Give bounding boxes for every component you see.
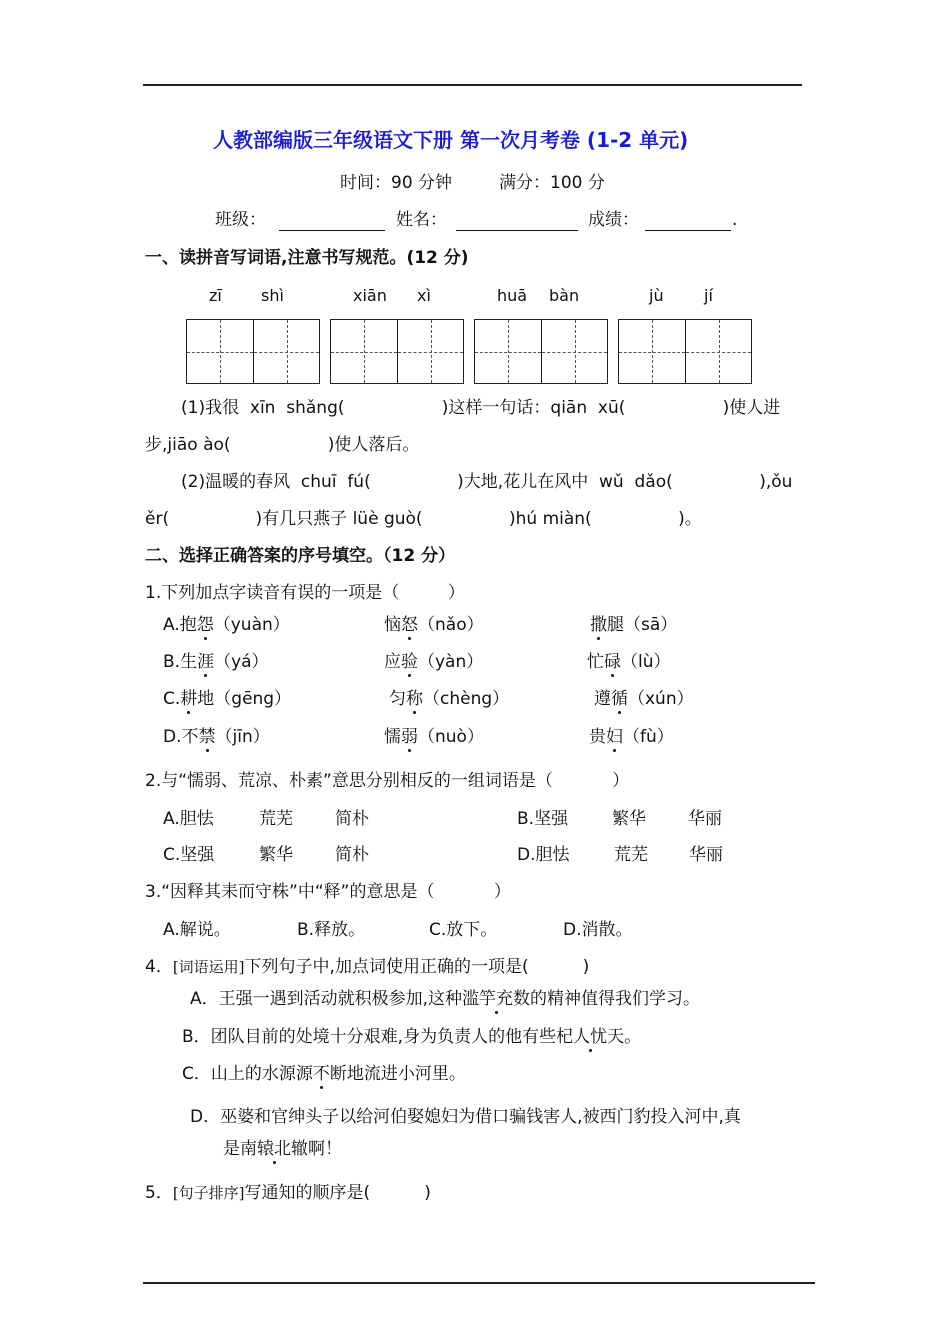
q3-option-a: A.解说。 — [163, 920, 231, 940]
page-title: 人教部编版三年级语文下册 第一次月考卷 (1-2 单元) — [213, 128, 689, 152]
q4-option-b: B．团队目前的处境十分艰难,身为负责人的他有些杞人忧天。 — [182, 1027, 642, 1047]
q2-stem: 2.与“懦弱、荒凉、朴素”意思分别相反的一组词语是（ ） — [145, 771, 630, 791]
q1-option-b-2: 应验（yàn） — [384, 652, 484, 672]
q1-option-a-3: 撒腿（sā） — [590, 615, 678, 635]
q4-option-d-line1: D．巫婆和官绅头子以给河伯娶媳妇为借口骗钱害人,被西门豹投入河中,真 — [190, 1107, 741, 1127]
q2-b-2: 繁华 — [612, 809, 646, 829]
pinyin-1b: shì — [261, 286, 284, 305]
pinyin-2b: xì — [417, 286, 431, 305]
class-label: 班级： — [215, 210, 266, 230]
q2-c-1: C.坚强 — [163, 845, 215, 865]
q2-a-3: 简朴 — [335, 809, 369, 829]
q3-stem: 3.“因释其耒而守株”中“释”的意思是（ ） — [145, 882, 511, 902]
bottom-rule — [143, 1282, 815, 1284]
writing-grid-3[interactable] — [474, 319, 608, 384]
pinyin-4b: jí — [704, 286, 713, 305]
pinyin-4a: jù — [649, 286, 664, 305]
q1-option-a-1: A.抱怨（yuàn） — [163, 615, 290, 635]
class-field[interactable] — [279, 212, 385, 231]
grade-end-dot: . — [732, 210, 738, 230]
grade-field[interactable] — [645, 212, 731, 231]
top-rule — [143, 84, 802, 86]
grade-label: 成绩： — [588, 210, 639, 230]
q2-a-2: 荒芜 — [259, 809, 293, 829]
q1-option-d-1: D.不禁（jīn） — [163, 727, 270, 747]
q3-option-b: B.释放。 — [297, 920, 366, 940]
pinyin-1a: zī — [209, 286, 222, 305]
q2-b-3: 华丽 — [688, 809, 722, 829]
section2-heading: 二、选择正确答案的序号填空。（12 分） — [145, 546, 456, 566]
q2-c-3: 简朴 — [335, 845, 369, 865]
s1-q2-line2: ěr( )有几只燕子 lüè guò( )hú miàn( )。 — [145, 509, 702, 529]
q3-option-c: C.放下。 — [429, 920, 498, 940]
q1-option-d-3: 贵妇（fù） — [589, 727, 674, 747]
q2-d-3: 华丽 — [689, 845, 723, 865]
s1-q1-line2: 步,jiāo ào( )使人落后。 — [145, 435, 420, 455]
q5-stem: 5．[句子排序]写通知的顺序是( ) — [145, 1183, 431, 1203]
q4-option-a: A．王强一遇到活动就积极参加,这种滥竽充数的精神值得我们学习。 — [190, 989, 701, 1009]
pinyin-2a: xiān — [353, 286, 387, 305]
q1-option-c-2: 匀称（chèng） — [389, 689, 510, 709]
pinyin-3a: huā — [497, 286, 528, 305]
q2-d-1: D.胆怯 — [517, 845, 570, 865]
exam-score: 满分：100 分 — [499, 173, 605, 193]
writing-grid-1[interactable] — [186, 319, 320, 384]
q2-d-2: 荒芜 — [614, 845, 648, 865]
exam-time: 时间：90 分钟 — [340, 173, 453, 193]
q2-c-2: 繁华 — [259, 845, 293, 865]
q4-option-c: C．山上的水源源不断地流进小河里。 — [182, 1064, 466, 1084]
q1-stem: 1.下列加点字读音有误的一项是（ ） — [145, 583, 465, 603]
q4-option-d-line2: 是南辕北辙啊！ — [223, 1139, 342, 1159]
q2-b-1: B.坚强 — [517, 809, 569, 829]
pinyin-3b: bàn — [549, 286, 580, 305]
q1-option-b-1: B.生涯（yá） — [163, 652, 269, 672]
section1-heading: 一、读拼音写词语,注意书写规范。(12 分) — [145, 248, 469, 268]
writing-grid-2[interactable] — [330, 319, 464, 384]
writing-grid-4[interactable] — [618, 319, 752, 384]
s1-q1-line1: (1)我很 xīn shǎng( )这样一句话：qiān xū( )使人进 — [181, 398, 781, 418]
q3-option-d: D.消散。 — [563, 920, 633, 940]
q1-option-b-3: 忙碌（lù） — [587, 652, 671, 672]
q1-option-c-1: C.耕地（gēng） — [163, 689, 292, 709]
q2-a-1: A.胆怯 — [163, 809, 214, 829]
q1-option-a-2: 恼怒（nǎo） — [384, 615, 484, 635]
q4-stem: 4．[词语运用]下列句子中,加点词使用正确的一项是( ) — [145, 957, 590, 977]
q1-option-d-2: 懦弱（nuò） — [384, 727, 484, 747]
s1-q2-line1: (2)温暖的春风 chuī fú( )大地,花儿在风中 wǔ dǎo( ),ǒu — [181, 472, 793, 492]
name-field[interactable] — [456, 212, 578, 231]
q1-option-c-3: 遵循（xún） — [594, 689, 694, 709]
name-label: 姓名： — [396, 210, 447, 230]
